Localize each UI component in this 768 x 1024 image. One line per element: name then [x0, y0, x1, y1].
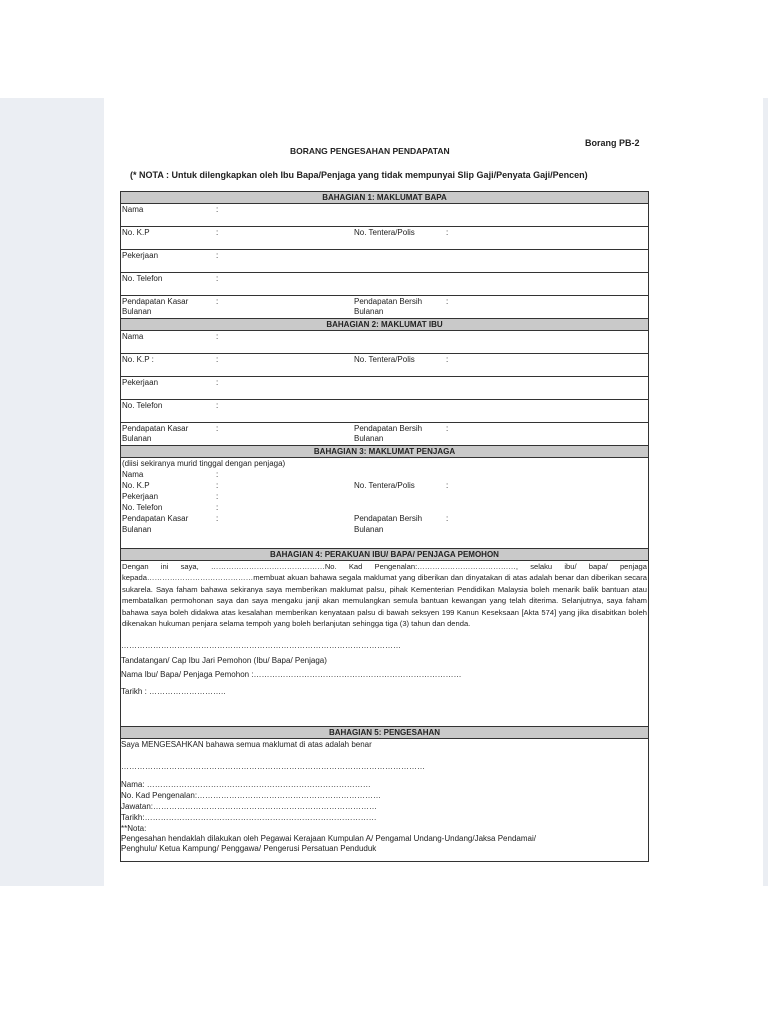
- declaration-block: [121, 561, 648, 727]
- field-colon: :: [216, 424, 219, 433]
- declaration-paragraph: Dengan ini saya, ………………………………………No. Kad Pengenalan:…………………………………, selaku ibu/ bapa/ penjaga kepada……………………………………membuat akuan bahawa segala maklumat yang diberikan dan dinyatakan di atas adalah benar dan diberikan secara sukarela. Saya faham bahawa sekiranya saya memberikan maklumat palsu, pihak Kementerian Pendidikan Malaysia boleh menarik balik bantuan atau membatalkan permohonan saya dan saya mengaku janji akan memulangkan semula bantuan kewangan yang telah diterima. Selanjutnya, saya faham bahawa saya boleh didakwa atas kesalahan memberikan kenyataan palsu di bawah seksyen 199 Kanun Keseksaan [Akta 574] yang jika disabitkan boleh dikenakan hukuman penjara selama tempoh yang boleh berlanjutan sehingga tiga (3) tahun dan denda.: [122, 562, 647, 629]
- verifier-name-line[interactable]: Nama: …………………………………………………………………………: [121, 780, 371, 789]
- field-label-occupation: Pekerjaan: [122, 492, 159, 501]
- field-label-net-income: Pendapatan Bersih: [354, 424, 423, 433]
- field-label-net-income: Pendapatan Bersih: [354, 297, 423, 306]
- section-1-header: BAHAGIAN 1: MAKLUMAT BAPA: [121, 192, 648, 204]
- field-label-military-police-no: No. Tentera/Polis: [354, 355, 415, 364]
- field-colon: :: [216, 503, 219, 512]
- mother-phone-row[interactable]: [121, 400, 648, 423]
- field-label-phone: No. Telefon: [122, 503, 163, 512]
- form-note: (* NOTA : Untuk dilengkapkan oleh Ibu Bapa/Penjaga yang tidak mempunyai Slip Gaji/Penyata Gaji/Pencen): [130, 170, 588, 180]
- father-occupation-row[interactable]: [121, 250, 648, 273]
- field-label-ic: No. K.P :: [122, 355, 154, 364]
- verification-statement: Saya MENGESAHKAN bahawa semua maklumat di atas adalah benar: [121, 740, 372, 749]
- note-label: **Nota:: [121, 824, 147, 833]
- field-label-net-income: Pendapatan Bersih: [354, 514, 423, 523]
- field-colon: :: [216, 514, 219, 523]
- section-3-header: BAHAGIAN 3: MAKLUMAT PENJAGA: [121, 446, 648, 458]
- field-colon: :: [216, 251, 219, 260]
- field-colon: :: [216, 228, 219, 237]
- field-colon: :: [446, 228, 449, 237]
- field-colon: :: [216, 470, 219, 479]
- income-verification-form: [120, 191, 649, 862]
- field-colon: :: [216, 355, 219, 364]
- mother-income-row[interactable]: [121, 423, 648, 446]
- father-name-row[interactable]: [121, 204, 648, 227]
- field-colon: :: [446, 297, 449, 306]
- field-label-monthly: Bulanan: [122, 307, 152, 316]
- field-colon: :: [216, 401, 219, 410]
- guardian-details-block[interactable]: [121, 458, 648, 549]
- viewer-right-margin: [763, 98, 768, 886]
- field-label-monthly: Bulanan: [354, 525, 384, 534]
- field-label-ic: No. K.P: [122, 228, 150, 237]
- field-colon: :: [216, 332, 219, 341]
- field-colon: :: [216, 205, 219, 214]
- field-label-monthly: Bulanan: [354, 434, 384, 443]
- verifier-position-line[interactable]: Jawatan:…………………………………………………………………………: [121, 802, 378, 811]
- field-colon: :: [446, 514, 449, 523]
- field-label-ic: No. K.P: [122, 481, 150, 490]
- field-label-monthly: Bulanan: [122, 525, 152, 534]
- field-label-gross-income: Pendapatan Kasar: [122, 514, 189, 523]
- field-colon: :: [446, 355, 449, 364]
- field-label-name: Nama: [122, 332, 144, 341]
- applicant-name-line[interactable]: Nama Ibu/ Bapa/ Penjaga Pemohon :……………………………………………………………………: [121, 670, 462, 680]
- mother-name-row[interactable]: [121, 331, 648, 354]
- signature-label: Tandatangan/ Cap Ibu Jari Pemohon (Ibu/ Bapa/ Penjaga): [121, 656, 327, 666]
- field-colon: :: [216, 274, 219, 283]
- viewer-left-margin: [0, 98, 104, 886]
- form-title: BORANG PENGESAHAN PENDAPATAN: [290, 146, 450, 156]
- field-colon: :: [216, 481, 219, 490]
- field-label-monthly: Bulanan: [354, 307, 384, 316]
- field-colon: :: [216, 378, 219, 387]
- field-label-name: Nama: [122, 470, 144, 479]
- verifier-ic-line[interactable]: No. Kad Pengenalan:……………………………………………………………: [121, 791, 382, 800]
- form-code: Borang PB-2: [585, 138, 640, 148]
- father-ic-row[interactable]: [121, 227, 648, 250]
- field-label-name: Nama: [122, 205, 144, 214]
- field-label-monthly: Bulanan: [122, 434, 152, 443]
- field-label-military-police-no: No. Tentera/Polis: [354, 228, 415, 237]
- field-label-occupation: Pekerjaan: [122, 251, 159, 260]
- field-colon: :: [216, 492, 219, 501]
- note-text-line-2: Penghulu/ Ketua Kampung/ Penggawa/ Pengerusi Persatuan Penduduk: [121, 844, 377, 853]
- section-5-header: BAHAGIAN 5: PENGESAHAN: [121, 727, 648, 739]
- father-phone-row[interactable]: [121, 273, 648, 296]
- mother-occupation-row[interactable]: [121, 377, 648, 400]
- signature-line[interactable]: ……………………………………………………………………………………………: [121, 641, 401, 651]
- field-label-phone: No. Telefon: [122, 274, 163, 283]
- field-label-gross-income: Pendapatan Kasar: [122, 297, 189, 306]
- field-label-phone: No. Telefon: [122, 401, 163, 410]
- guardian-intro: (diisi sekiranya murid tinggal dengan penjaga): [122, 459, 286, 468]
- verifier-signature-line[interactable]: ……………………………………………………………………………………………………: [121, 762, 425, 771]
- field-colon: :: [216, 297, 219, 306]
- note-text-line-1: Pengesahan hendaklah dilakukan oleh Pegawai Kerajaan Kumpulan A/ Pengamal Undang-Undang/Jaksa Pendamai/: [121, 834, 536, 843]
- verification-block: [121, 740, 648, 861]
- verifier-date-line[interactable]: Tarikh:……………………………………………………………………………: [121, 813, 377, 822]
- field-label-gross-income: Pendapatan Kasar: [122, 424, 189, 433]
- field-label-occupation: Pekerjaan: [122, 378, 159, 387]
- field-colon: :: [446, 481, 449, 490]
- section-4-header: BAHAGIAN 4: PERAKUAN IBU/ BAPA/ PENJAGA PEMOHON: [121, 549, 648, 561]
- mother-ic-row[interactable]: [121, 354, 648, 377]
- field-colon: :: [446, 424, 449, 433]
- field-label-military-police-no: No. Tentera/Polis: [354, 481, 415, 490]
- declaration-date-line[interactable]: Tarikh : ………………………..: [121, 687, 226, 697]
- father-income-row[interactable]: [121, 296, 648, 319]
- section-2-header: BAHAGIAN 2: MAKLUMAT IBU: [121, 319, 648, 331]
